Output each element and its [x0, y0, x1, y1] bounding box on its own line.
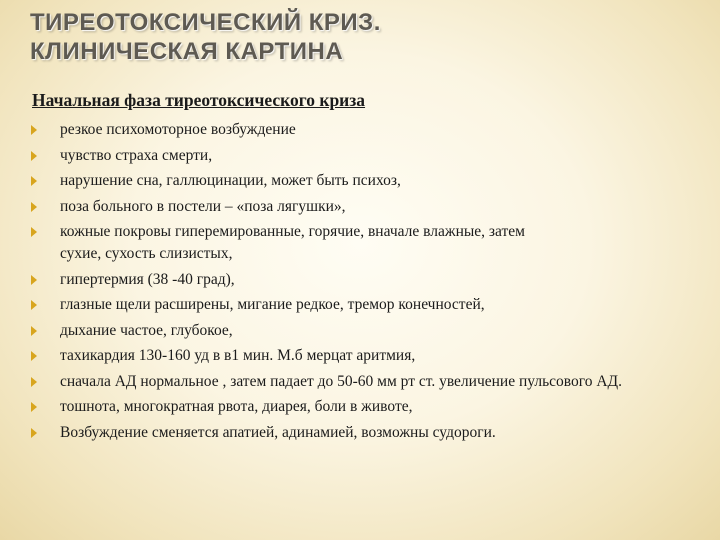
bullet-item	[30, 145, 700, 167]
bullet-arrow-icon	[31, 151, 37, 161]
bullet-text: Возбуждение сменяется апатией, адинамией, возможны судороги.	[60, 423, 496, 441]
bullet-text: кожные покровы гиперемированные, горячие, вначале влажные, затем	[60, 223, 525, 240]
bullet-arrow-icon	[31, 377, 37, 387]
bullet-text: гипертермия (38 -40 град),	[60, 270, 235, 288]
bullet-text: дыхание частое, глубокое,	[60, 321, 233, 339]
bullet-item	[30, 196, 700, 218]
bullet-item	[30, 269, 700, 291]
bullet-text: сначала АД нормальное , затем падает до 50-60 мм рт ст. увеличение пульсового АД.	[60, 372, 622, 390]
bullet-text: глазные щели расширены, мигание редкое, тремор конечностей,	[60, 296, 485, 313]
bullet-item	[30, 221, 700, 265]
title-line-1: ТИРЕОТОКСИЧЕСКИЙ КРИЗ.	[30, 9, 381, 36]
bullet-item	[30, 422, 700, 444]
title-line-2: КЛИНИЧЕСКАЯ КАРТИНА	[30, 38, 344, 65]
bullet-text: тошнота, многократная рвота, диарея, боли в животе,	[60, 398, 413, 415]
section-subheading: Начальная фаза тиреотоксического криза	[32, 90, 366, 110]
bullet-item	[30, 119, 700, 141]
bullet-arrow-icon	[31, 300, 37, 310]
bullet-text: тахикардия 130-160 уд в в1 мин. М.б мерцат аритмия,	[60, 347, 416, 364]
bullet-arrow-icon	[31, 428, 37, 438]
bullet-arrow-icon	[31, 275, 37, 285]
bullet-arrow-icon	[31, 176, 37, 186]
bullet-arrow-icon	[31, 402, 37, 412]
slide-content	[30, 90, 700, 447]
slide-title	[30, 8, 690, 66]
bullet-item	[30, 320, 700, 342]
bullet-arrow-icon	[31, 125, 37, 135]
bullet-item	[30, 170, 700, 192]
bullet-text: резкое психомоторное возбуждение	[60, 121, 296, 138]
bullet-arrow-icon	[31, 202, 37, 212]
bullet-item	[30, 345, 700, 367]
bullet-item	[30, 396, 700, 418]
bullet-text: поза больного в постели – «поза лягушки»,	[60, 197, 346, 215]
bullet-arrow-icon	[31, 227, 37, 237]
bullet-list	[30, 119, 700, 444]
bullet-text: нарушение сна, галлюцинации, может быть психоз,	[60, 172, 401, 189]
bullet-arrow-icon	[31, 326, 37, 336]
bullet-item	[30, 371, 700, 393]
bullet-continuation-text: сухие, сухость слизистых,	[60, 245, 233, 262]
bullet-arrow-icon	[31, 351, 37, 361]
bullet-item	[30, 294, 700, 316]
bullet-text: чувство страха смерти,	[60, 146, 213, 164]
